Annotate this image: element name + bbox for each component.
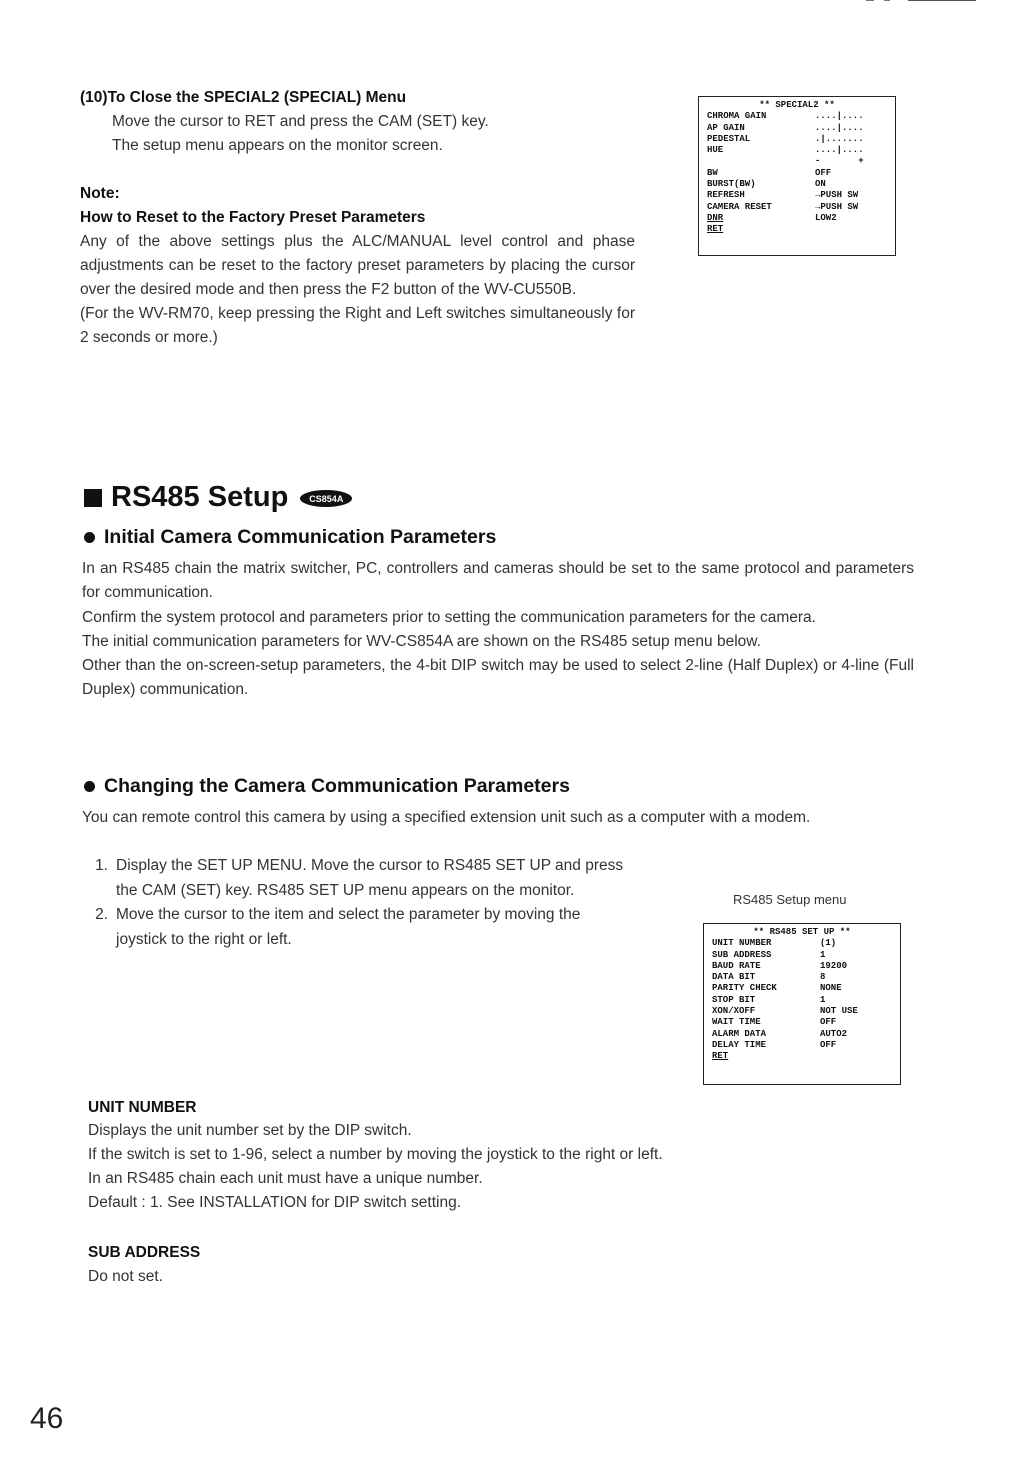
bullet-icon	[84, 781, 95, 792]
menu-row-label: BURST(BW)	[707, 179, 756, 190]
menu-row-value: OFF	[820, 1017, 837, 1028]
menu-row-value: OFF	[815, 167, 832, 178]
initial-paragraph: The initial communication parameters for WV-CS854A are shown on the RS485 setup menu below.	[82, 632, 761, 650]
bullet-icon	[84, 532, 95, 543]
menu-row	[707, 145, 895, 156]
menu-row-label: HUE	[707, 145, 724, 156]
unit-number-heading: UNIT NUMBER	[88, 1099, 197, 1116]
note-heading: How to Reset to the Factory Preset Parameters	[80, 209, 426, 226]
special2-menu-title: ** SPECIAL2 **	[759, 100, 835, 110]
menu-row-label: DATA BIT	[712, 972, 756, 983]
menu-row-label: AP GAIN	[707, 122, 745, 133]
menu-row-label: RET	[707, 224, 724, 235]
menu-row	[712, 938, 900, 949]
menu-row	[712, 995, 900, 1006]
menu-row	[712, 1040, 900, 1051]
note-text: Any of the above settings plus the ALC/MANUAL level control and phase adjustments can be reset to the factory preset parameters by placing the cursor over the desired mode and then press the F2 button of the WV-CU550B.	[80, 233, 635, 298]
menu-row-value: ON	[815, 179, 826, 190]
step-item	[82, 903, 630, 952]
rs485-title: RS485 Setup	[111, 481, 289, 513]
model-badge: CS854A	[300, 490, 352, 507]
menu-row-value: NOT USE	[820, 1006, 858, 1017]
menu-row	[707, 123, 895, 134]
section-square-icon	[84, 489, 102, 507]
menu-row-value: LOW2	[815, 212, 837, 223]
menu-row-value: AUTO2	[820, 1028, 848, 1039]
initial-paragraph: Other than the on-screen-setup parameters, the 4-bit DIP switch may be used to select 2-line (Half Duplex) or 4-line (Full Duplex) communication.	[82, 657, 914, 699]
section10-line: The setup menu appears on the monitor screen.	[112, 137, 443, 154]
unit-number-line: Default : 1. See INSTALLATION for DIP switch setting.	[88, 1194, 462, 1211]
menu-row-label: PEDESTAL	[707, 133, 751, 144]
page-number: 46	[30, 1402, 64, 1435]
menu-row	[707, 111, 895, 122]
menu-row-value: ....|....	[815, 145, 864, 156]
menu-row-value: →PUSH SW	[815, 201, 859, 212]
menu-row-label: PARITY CHECK	[712, 983, 777, 994]
steps-list	[82, 854, 630, 952]
note-text-2: (For the WV-RM70, keep pressing the Right and Left switches simultaneously for 2 seconds or more.)	[80, 305, 635, 346]
sub-address-body	[88, 1265, 488, 1289]
step-text: Display the SET UP MENU. Move the cursor to RS485 SET UP and press the CAM (SET) key. RS485 SET UP menu appears on the monitor.	[116, 857, 624, 899]
rs485-menu-title: ** RS485 SET UP **	[753, 927, 851, 937]
note-label: Note:	[80, 185, 120, 202]
menu-row-value: - +	[815, 156, 864, 167]
top-rule	[908, 0, 976, 1]
menu-row	[707, 168, 895, 179]
note-body	[80, 230, 635, 350]
menu-row	[707, 202, 895, 213]
menu-row-label: SUB ADDRESS	[712, 949, 772, 960]
step-text: Move the cursor to the item and select the parameter by moving the joystick to the right or left.	[116, 906, 581, 948]
menu-row	[712, 983, 900, 994]
menu-row-label: STOP BIT	[712, 994, 756, 1005]
rs485-menu-caption: RS485 Setup menu	[733, 892, 847, 907]
section10-line: Move the cursor to RET and press the CAM (SET) key.	[112, 113, 489, 130]
menu-row-value: →PUSH SW	[815, 190, 859, 201]
initial-params-heading-block	[84, 526, 496, 549]
menu-row-label: CHROMA GAIN	[707, 111, 767, 122]
top-mark	[884, 0, 890, 1]
menu-row	[707, 134, 895, 145]
menu-row-label: BAUD RATE	[712, 960, 761, 971]
menu-row	[712, 1017, 900, 1028]
menu-row-label: XON/XOFF	[712, 1006, 756, 1017]
rs485-menu-screen	[703, 923, 901, 1085]
menu-row-label: UNIT NUMBER	[712, 938, 772, 949]
menu-row	[707, 213, 895, 224]
menu-row-value: ....|....	[815, 111, 864, 122]
menu-row-value: ....|....	[815, 122, 864, 133]
menu-row-value: 19200	[820, 960, 848, 971]
menu-row-label	[707, 156, 815, 167]
initial-params-heading: Initial Camera Communication Parameters	[104, 526, 497, 548]
menu-row-label: REFRESH	[707, 190, 745, 201]
menu-row	[712, 950, 900, 961]
changing-params-heading-block	[84, 775, 570, 798]
menu-row-label: RET	[712, 1051, 729, 1062]
menu-row	[712, 1006, 900, 1017]
sub-address-heading: SUB ADDRESS	[88, 1244, 201, 1261]
initial-paragraph: In an RS485 chain the matrix switcher, PC, controllers and cameras should be set to the same protocol and parameters for communication.	[82, 560, 914, 602]
menu-row	[712, 961, 900, 972]
menu-row-label: WAIT TIME	[712, 1017, 761, 1028]
top-mark	[866, 0, 874, 1]
menu-row	[707, 224, 895, 235]
changing-intro: You can remote control this camera by using a specified extension unit such as a computer with a modem.	[82, 809, 811, 826]
step-number: 1.	[95, 857, 108, 874]
menu-row-label: BW	[707, 167, 718, 178]
menu-row-value: .|.......	[815, 133, 864, 144]
unit-number-line: If the switch is set to 1-96, select a number by moving the joystick to the right or left.	[88, 1146, 663, 1163]
unit-number-line: Displays the unit number set by the DIP switch.	[88, 1122, 412, 1139]
step-number: 2.	[95, 906, 108, 923]
menu-row-label: ALARM DATA	[712, 1028, 767, 1039]
initial-paragraph: Confirm the system protocol and parameters prior to setting the communication parameters for the camera.	[82, 608, 816, 626]
special2-menu-screen	[698, 96, 896, 256]
menu-row-label: DNR	[707, 212, 724, 223]
unit-number-line: In an RS485 chain each unit must have a unique number.	[88, 1170, 483, 1187]
section10-body	[112, 110, 552, 158]
menu-row	[712, 1051, 900, 1062]
menu-row	[707, 156, 895, 167]
initial-params-body	[82, 557, 914, 703]
menu-row	[707, 179, 895, 190]
rs485-title-block	[84, 481, 352, 514]
sub-address-line: Do not set.	[88, 1268, 163, 1285]
step-item	[82, 854, 630, 903]
unit-number-body	[88, 1119, 808, 1215]
menu-row	[712, 1029, 900, 1040]
changing-params-heading: Changing the Camera Communication Parameters	[104, 775, 570, 797]
menu-row	[712, 972, 900, 983]
menu-row	[707, 190, 895, 201]
menu-row-value: 1	[820, 994, 826, 1005]
menu-row-value: 8	[820, 972, 826, 983]
menu-row-value: 1	[820, 949, 826, 960]
section10-heading: (10)To Close the SPECIAL2 (SPECIAL) Menu	[80, 89, 407, 106]
menu-row-label: DELAY TIME	[712, 1039, 767, 1050]
menu-row-value: OFF	[820, 1039, 837, 1050]
menu-row-label: CAMERA RESET	[707, 201, 772, 212]
menu-row-value: (1)	[820, 938, 837, 949]
menu-row-value: NONE	[820, 983, 842, 994]
